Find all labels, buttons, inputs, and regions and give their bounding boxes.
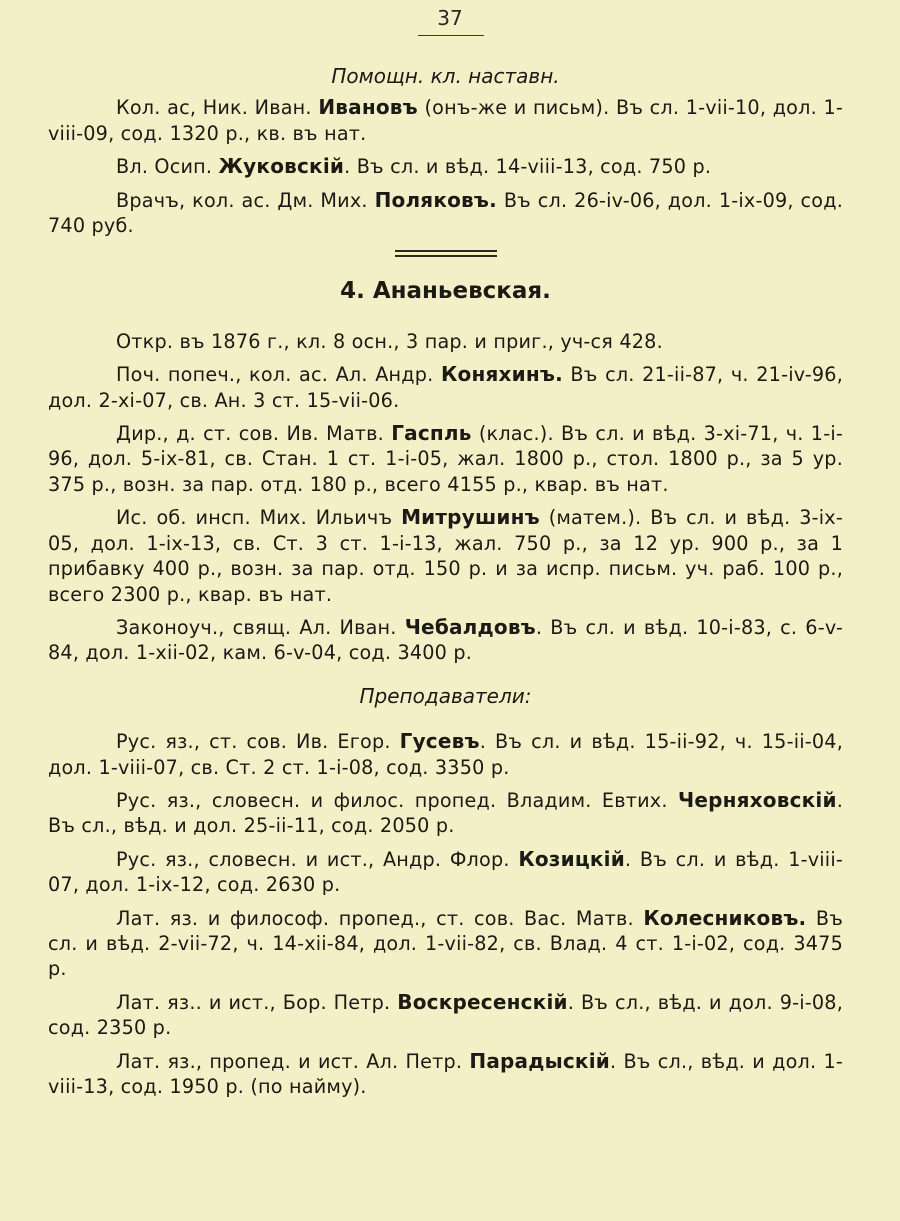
teacher-surname: Колесниковъ. [643,905,807,930]
teacher-entry: Рус. яз., словесн. и филос. пропед. Владим. Евтих. Черняховскій. Въ сл., вѣд. и дол. 25-ii-11, сод. 2050 р. [48,787,843,838]
staff-surname: Ивановъ [318,95,418,120]
section-heading-teachers: Преподаватели: [359,683,532,708]
staff-surname: Митрушинъ [401,505,540,530]
staff-entry: Вл. Осип. Жуковскій. Въ сл. и вѣд. 14-viii-13, сод. 750 р. [116,154,712,179]
teacher-entry: Рус. яз., ст. сов. Ив. Егор. Гусевъ. Въ сл. и вѣд. 15-ii-92, ч. 15-ii-04, дол. 1-viii-07, св. Ст. 2 ст. 1-i-08, сод. 3350 р. [48,729,843,779]
section-divider [395,250,497,257]
teacher-surname: Воскресенскій [397,989,568,1014]
teacher-entry: Лат. яз., пропед. и ист. Ал. Петр. Парадыскій. Въ сл., вѣд. и дол. 1-viii-13, сод. 1950 р. (по найму). [48,1048,843,1098]
staff-surname: Гаспль [391,421,472,446]
staff-entry: Поч. попеч., кол. ас. Ал. Андр. Коняхинъ. Въ сл. 21-ii-87, ч. 21-iv-96, дол. 2-xi-07, св. Ан. 3 ст. 15-vii-06. [48,362,843,412]
staff-entry: Врачъ, кол. ас. Дм. Мих. Поляковъ. Въ сл. 26-iv-06, дол. 1-ix-09, сод. 740 руб. [48,187,844,238]
staff-entry: Ис. об. инсп. Мих. Ильичъ Митрушинъ (матем.). Въ сл. и вѣд. 3-ix-05, дол. 1-ix-13, св. Ст. 3 ст. 1-i-13, жал. 750 р., за 12 ур. 900 р., за 1 прибавку 400 р., возн. за пар. отд. 150 р. и за испр. письм. уч. раб. 100 р., всего 2300 р., квар. въ нат. [48,505,843,606]
section-heading-assistants: Помощн. кл. наставн. [331,64,560,88]
teacher-surname: Черняховскій [677,787,837,812]
staff-surname: Чебалдовъ [404,614,536,639]
page-number: 37 [437,6,463,30]
teacher-entry: Лат. яз. и философ. пропед., ст. сов. Вас. Матв. Колесниковъ. Въ сл. и вѣд. 2-vii-72, ч. 14-xii-84, дол. 1-vii-82, св. Влад. 4 ст. 1-i-02, сод. 3475 р. [48,905,843,981]
staff-entry: Законоуч., свящ. Ал. Иван. Чебалдовъ. Въ сл. и вѣд. 10-i-83, с. 6-v-84, дол. 1-xii-02, кам. 6-v-04, сод. 3400 р. [48,614,844,665]
staff-surname: Коняхинъ. [440,362,563,387]
school-intro: Откр. въ 1876 г., кл. 8 осн., 3 пар. и приг., уч-ся 428. [116,329,663,353]
staff-entry: Дир., д. ст. сов. Ив. Матв. Гаспль (клас.). Въ сл. и вѣд. 3-xi-71, ч. 1-i-96, дол. 5-ix-81, св. Стан. 1 ст. 1-i-05, жал. 1800 р., стол. 1800 р., за 5 ур. 375 р., возн. за пар. отд. 180 р., всего 4155 р., квар. въ нат. [48,421,843,496]
teacher-entry: Лат. яз.. и ист., Бор. Петр. Воскресенскій. Въ сл., вѣд. и дол. 9-i-08, сод. 2350 р. [48,989,843,1040]
page-number-rule [418,35,484,36]
staff-entry: Кол. ас, Ник. Иван. Ивановъ (онъ-же и письм). Въ сл. 1-vii-10, дол. 1-viii-09, сод. 1320 р., кв. въ нат. [48,95,844,145]
teacher-surname: Козицкій [518,846,625,871]
teacher-surname: Парадыскій [469,1048,610,1073]
page-content [48,60,843,1107]
staff-surname: Жуковскій [218,154,345,179]
teacher-entry: Рус. яз., словесн. и ист., Андр. Флор. Козицкій. Въ сл. и вѣд. 1-viii-07, дол. 1-ix-12, сод. 2630 р. [48,846,843,897]
teacher-surname: Гусевъ [399,729,480,754]
school-title: 4. Ананьевская. [340,278,551,305]
staff-surname: Поляковъ. [374,187,497,212]
